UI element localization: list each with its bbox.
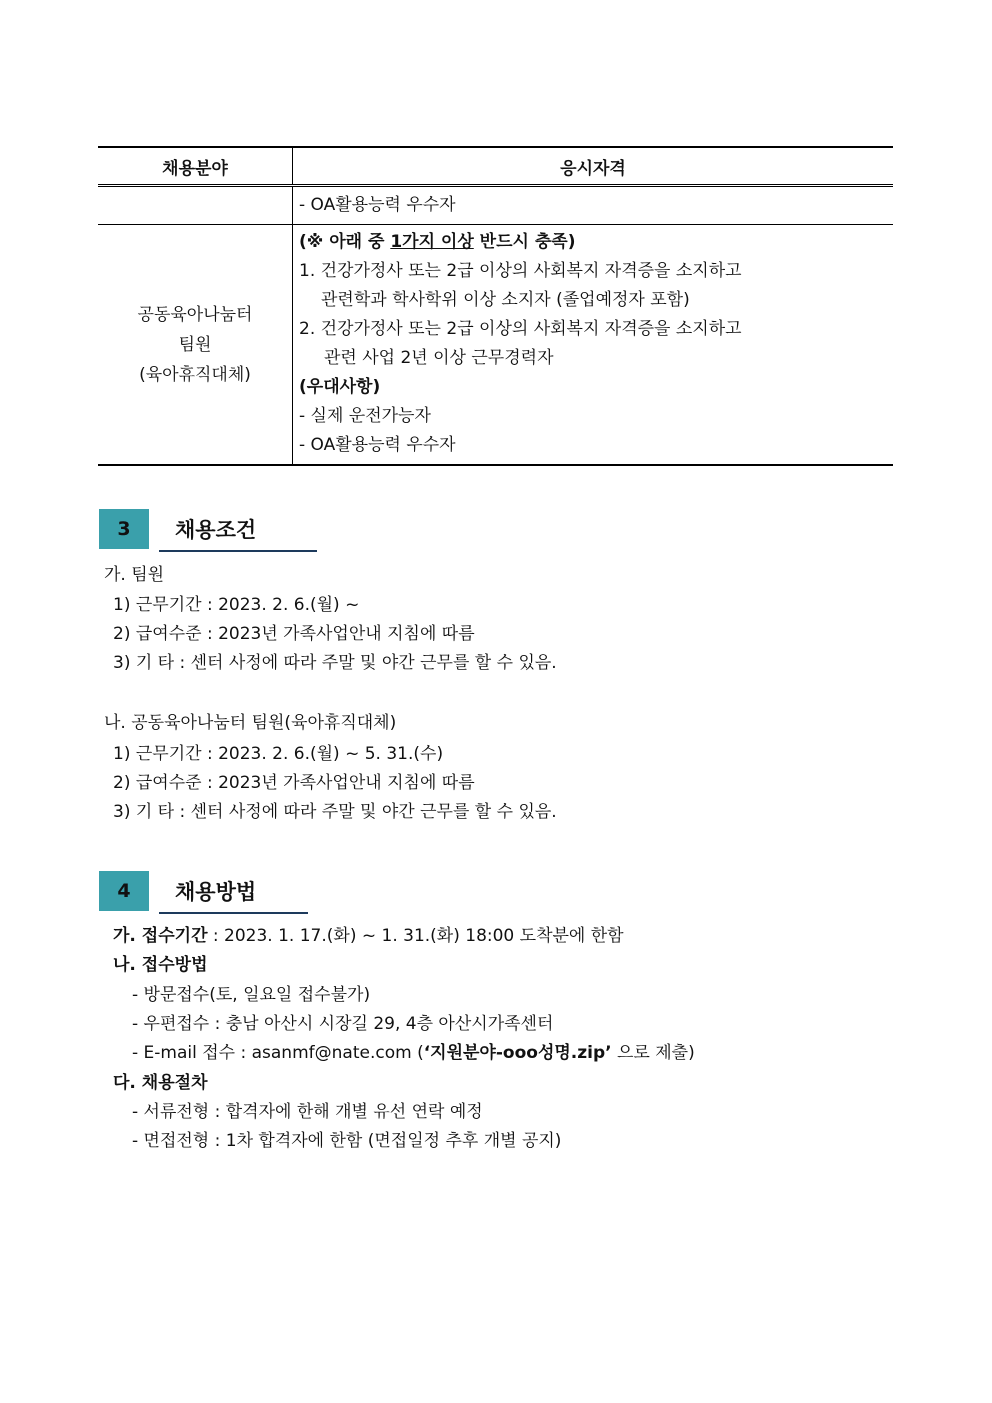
requirement-note xyxy=(293,228,893,257)
header-field: 채용분야 xyxy=(98,147,293,186)
subsection-title: 가. 팀원 xyxy=(104,565,165,585)
field-line: 공동육아나눔터 xyxy=(137,304,253,325)
receipt-period-label: 가. 접수기간 xyxy=(113,926,208,946)
list-item: - 우편접수 : 충남 아산시 시장길 29, 4층 아산시가족센터 xyxy=(132,1014,554,1034)
header-qualification: 응시자격 xyxy=(293,147,894,186)
oa-skill-line: - OA활용능력 우수자 xyxy=(299,195,456,215)
list-item: 1) 근무기간 : 2023. 2. 6.(월) ~ xyxy=(113,595,360,615)
procedure-label: 다. 채용절차 xyxy=(113,1073,208,1093)
email-prefix: - E-mail 접수 : asanmf@nate.com ( xyxy=(132,1043,424,1063)
section-4-badge: 4 xyxy=(99,871,149,911)
field-cell-empty xyxy=(98,186,293,225)
receipt-period xyxy=(113,925,624,947)
field-line: 팀원 xyxy=(178,334,212,355)
field-cell xyxy=(98,225,293,466)
note-suffix: 반드시 충족) xyxy=(473,232,576,252)
requirement-item-cont: 관련 사업 2년 이상 근무경력자 xyxy=(324,348,554,368)
qualification-cell xyxy=(293,225,894,466)
table-row xyxy=(98,186,893,225)
list-item: 2) 급여수준 : 2023년 가족사업안내 지침에 따름 xyxy=(113,773,475,793)
note-underlined: 1가지 이상 xyxy=(390,232,474,252)
subsection-title: 나. 공동육아나눔터 팀원(육아휴직대체) xyxy=(104,713,397,733)
list-item: 3) 기 타 : 센터 사정에 따라 주말 및 야간 근무를 할 수 있음. xyxy=(113,802,557,822)
preference-item: - OA활용능력 우수자 xyxy=(299,435,456,455)
field-line: (육아휴직대체) xyxy=(139,364,251,385)
note-prefix: (※ 아래 중 xyxy=(299,232,391,252)
preference-item: - 실제 운전가능자 xyxy=(299,406,431,426)
section-3-badge: 3 xyxy=(99,509,149,549)
preference-title: (우대사항) xyxy=(299,377,381,397)
list-item: - 방문접수(토, 일요일 접수불가) xyxy=(132,985,371,1005)
requirement-item: 2. 건강가정사 또는 2급 이상의 사회복지 자격증을 소지하고 xyxy=(299,319,742,339)
receipt-method-label: 나. 접수방법 xyxy=(113,955,208,975)
list-item: 3) 기 타 : 센터 사정에 따라 주말 및 야간 근무를 할 수 있음. xyxy=(113,653,557,673)
email-item xyxy=(132,1042,695,1064)
requirement-item-cont: 관련학과 학사학위 이상 소지자 (졸업예정자 포함) xyxy=(321,290,690,310)
table-row xyxy=(98,225,893,466)
receipt-period-text: : 2023. 1. 17.(화) ~ 1. 31.(화) 18:00 도착분에 한함 xyxy=(207,926,624,946)
list-item: 1) 근무기간 : 2023. 2. 6.(월) ~ 5. 31.(수) xyxy=(113,744,444,764)
section-3-title: 채용조건 xyxy=(159,514,317,552)
list-item: - 면접전형 : 1차 합격자에 한함 (면접일정 추후 개별 공지) xyxy=(132,1131,562,1151)
qualification-table xyxy=(98,146,893,466)
email-filename: ‘지원분야-ooo성명.zip’ xyxy=(423,1043,612,1063)
qualification-cell xyxy=(293,186,894,225)
list-item: - 서류전형 : 합격자에 한해 개별 유선 연락 예정 xyxy=(132,1102,483,1122)
list-item: 2) 급여수준 : 2023년 가족사업안내 지침에 따름 xyxy=(113,624,475,644)
table-header-row xyxy=(98,147,893,186)
email-suffix: 으로 제출) xyxy=(611,1043,695,1063)
section-4-title: 채용방법 xyxy=(159,876,308,914)
requirement-item: 1. 건강가정사 또는 2급 이상의 사회복지 자격증을 소지하고 xyxy=(299,261,742,281)
